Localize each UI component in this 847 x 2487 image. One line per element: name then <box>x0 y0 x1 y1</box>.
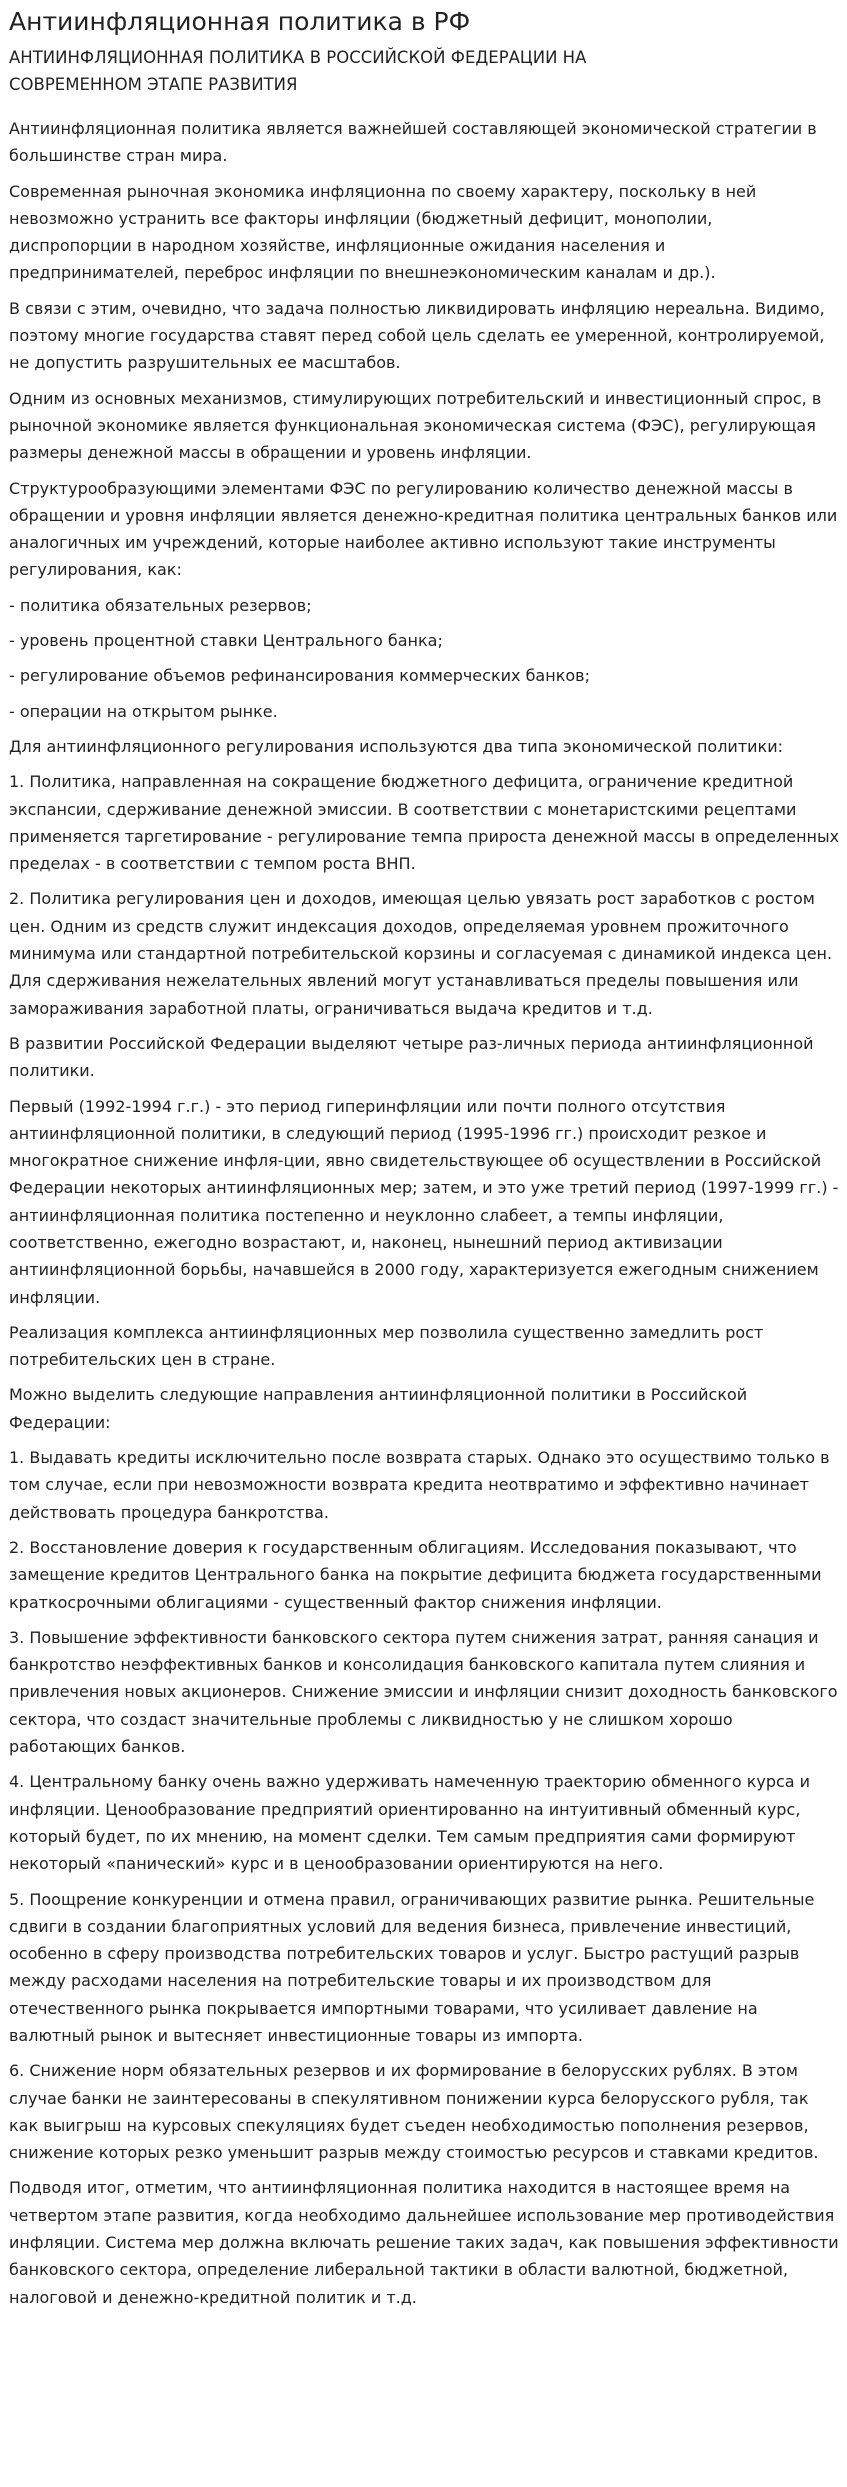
paragraph: Можно выделить следующие направления антиинфляционной политики в Российской Федерации: <box>9 1385 748 1432</box>
paragraph: В связи с этим, очевидно, что задача полностью ликвидировать инфляцию нереальна. Видимо, поэтому многие государства ставят перед собой цель сделать ее умеренной, контролируемой, не допустить разрушительных ее масштабов. <box>9 298 825 373</box>
paragraph: Структурообразующими элементами ФЭС по регулированию количество денежной массы в обращении и уровня инфляции является денежно-кредитная политика центральных банков или аналогичных им учреждений, которые наиболее активно используют такие инструменты регулирования, как: <box>9 478 838 580</box>
paragraph: Одним из основных механизмов, стимулирующих потребительский и инвестиционный спрос, в рыночной экономике является функциональная экономическая система (ФЭС), регулирующая размеры денежной массы в обращении и уровень инфляции. <box>9 388 822 463</box>
article-subtitle-line: АНТИИНФЛЯЦИОННАЯ ПОЛИТИКА В РОССИЙСКОЙ ФЕДЕРАЦИИ НА <box>9 48 587 67</box>
paragraph: 2. Восстановление доверия к государственным облигациям. Исследования показывают, что замещение кредитов Центрального банка на покрытие дефицита бюджета государственными краткосрочными облигациями - существенный фактор снижения инфляции. <box>9 1537 822 1612</box>
paragraph: Реализация комплекса антиинфляционных мер позволила существенно замедлить рост потребительских цен в стране. <box>9 1322 764 1370</box>
list-item: - операции на открытом рынке. <box>9 701 278 721</box>
list-item: - регулирование объемов рефинансирования коммерческих банков; <box>9 666 590 686</box>
paragraph: 1. Выдавать кредиты исключительно после возврата старых. Однако это осуществимо только в том случае, если при невозможности возврата кредита неотвратимо и эффективно начинает действовать процедура банкротства. <box>9 1448 830 1522</box>
paragraph: Для антиинфляционного регулирования используются два типа экономической политики: <box>9 736 783 756</box>
paragraph: 6. Снижение норм обязательных резервов и их формирование в белорусских рублях. В этом случае банки не заинтересованы в спекулятивном понижении курса белорусского рубля, так как выигрыш на курсовых спекуляциях будет съеден необходимостью пополнения резервов, снижение которых резко уменьшит разрыв между стоимостью ресурсов и ставками кредитов. <box>9 2061 819 2163</box>
paragraph: 2. Политика регулирования цен и доходов, имеющая целью увязать рост заработков с ростом цен. Одним из средств служит индексация доходов, определяемая уровнем прожиточного минимума или стандартной потребительской корзины и согласуемая с динамикой индекса цен. Для сдерживания нежелательных явлений могут устанавливаться пределы повышения или замораживания заработной платы, ограничиваться выдача кредитов и т.д. <box>9 889 833 1018</box>
paragraph: 3. Повышение эффективности банковского сектора путем снижения затрат, ранняя санация и банкротство неэффективных банков и консолидация банковского капитала путем слияния и привлечения новых акционеров. Снижение эмиссии и инфляции снизит доходность банковского сектора, что создаст значительные проблемы с ликвидностью у не слишком хорошо работающих банков. <box>9 1627 838 1757</box>
article-subtitle-line: СОВРЕМЕННОМ ЭТАПЕ РАЗВИТИЯ <box>9 75 298 94</box>
paragraph: Первый (1992-1994 г.г.) - это период гиперинфляции или почти полного отсутствия антиинфляционной политики, в следующий период (1995-1996 гг.) происходит резкое и многократное снижение инфля-ции, явно свидетельствующее об осуществлении в Российской Федерации некоторых антиинфляционных мер; затем, и это уже третий период (1997-1999 гг.) - антиинфляционная политика постепенно и неуклонно слабеет, а темпы инфляции, соответственно, ежегодно возрастают, и, наконец, нынешний период активизации антиинфляционной борьбы, начавшейся в 2000 году, характеризуется ежегодным снижением инфляции. <box>9 1096 839 1307</box>
list-item: - политика обязательных резервов; <box>9 595 312 615</box>
paragraph: 4. Центральному банку очень важно удерживать намеченную траекторию обменного курса и инфляции. Ценообразование предприятий ориентированно на интуитивный обменный курс, который будет, по их мнению, на момент сделки. Тем самым предприятия сами формируют некоторый «панический» курс и в ценообразовании ориентируются на него. <box>9 1772 811 1874</box>
paragraph: Подводя итог, отметим, что антиинфляционная политика находится в настоящее время на четвертом этапе развития, когда необходимо дальнейшее использование мер противодействия инфляции. Система мер должна включать решение таких задач, как повышения эффективности банковского сектора, определение либеральной тактики в области валютной, бюджетной, налоговой и денежно-кредитной политик и т.д. <box>9 2178 839 2307</box>
article-subtitle <box>9 44 840 98</box>
paragraph: В развитии Российской Федерации выделяют четыре раз-личных периода антиинфляционной политики. <box>9 1033 814 1081</box>
article-title: Антиинфляционная политика в РФ <box>9 7 471 36</box>
article-body <box>9 115 840 2311</box>
paragraph: 1. Политика, направленная на сокращение бюджетного дефицита, ограничение кредитной экспансии, сдерживание денежной эмиссии. В соответствии с монетаристскими рецептами применяется таргетирование - регулирование темпа прироста денежной массы в определенных пределах - в соответствии с темпом роста ВНП. <box>9 772 840 874</box>
paragraph: Современная рыночная экономика инфляционна по своему характеру, поскольку в ней невозможно устранить все факторы инфляции (бюджетный дефицит, монополии, диспропорции в народном хозяйстве, инфляционные ожидания населения и предпринимателей, переброс инфляции по внешнеэкономическим каналам и др.). <box>9 181 757 283</box>
list-item: - уровень процентной ставки Центрального банка; <box>9 631 443 651</box>
paragraph: 5. Поощрение конкуренции и отмена правил, ограничивающих развитие рынка. Решительные сдвиги в создании благоприятных условий для ведения бизнеса, привлечение инвестиций, особенно в сферу производства потребительских товаров и услуг. Быстро растущий разрыв между расходами населения на потребительские товары и их производством для отечественного рынка покрывается импортными товарами, что усиливает давление на валютный рынок и вытесняет инвестиционные товары из импорта. <box>9 1889 815 2045</box>
paragraph: Антиинфляционная политика является важнейшей составляющей экономической стратегии в большинстве стран мира. <box>9 119 817 166</box>
